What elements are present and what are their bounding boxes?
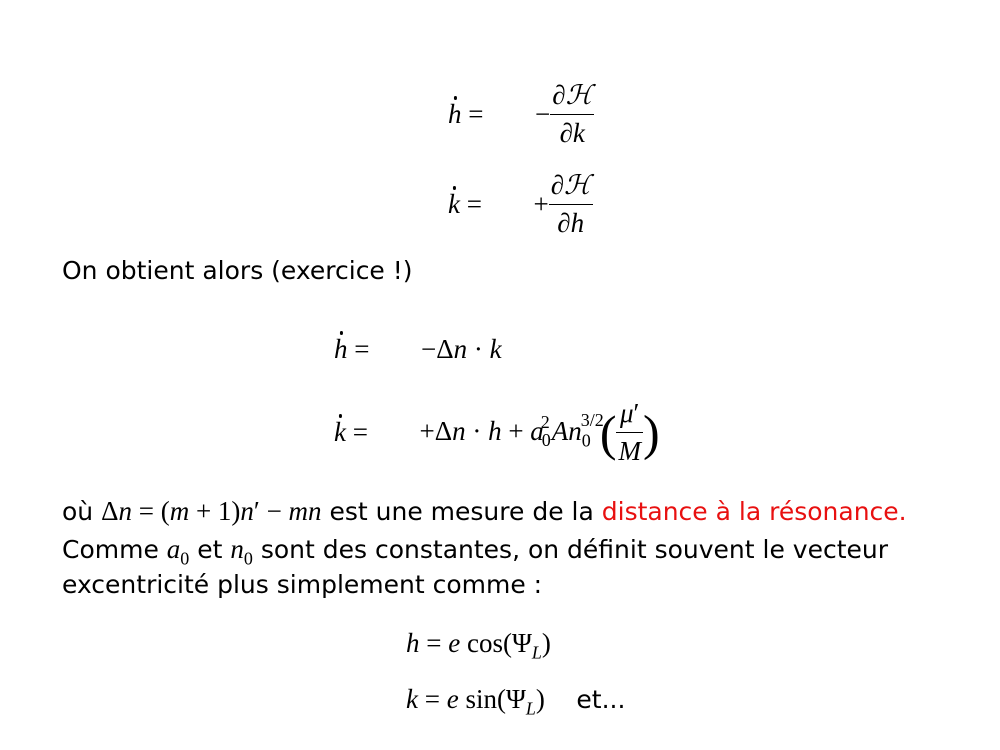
paragraph-constants-line2: excentricité plus simplement comme : (62, 570, 543, 599)
para1-middle: est une mesure de la (329, 497, 594, 526)
equation-hdot-hamilton: h = − $\frac{\text{∂ℋ}}{\partial k}$ (448, 80, 593, 148)
para2-word-comme: Comme (62, 535, 159, 564)
equation-hdot-result: h = −Δn · k (334, 334, 502, 364)
delta-n-definition: Δn = (m + 1)n′ − mn (101, 496, 322, 526)
paragraph-resonance (62, 496, 907, 527)
a0-symbol: $a_0$ (166, 534, 190, 569)
resonance-highlight: distance à la résonance. (601, 497, 907, 526)
para2-rest: sont des constantes, on définit souvent le vecteur (260, 535, 889, 564)
paragraph-constants-line1 (62, 534, 888, 569)
trailing-text: et... (576, 685, 626, 714)
equation-kdot-hamilton: k = + $\frac{\text{∂ℋ}}{\partial h}$ (448, 170, 591, 238)
para2-word-et: et (197, 535, 223, 564)
equation-kdot-result: $k = +\Delta n \cdot h + a_0^2An_0^{3/2}$( $\frac{\mu'}{M}$ ) (334, 398, 660, 466)
n0-symbol: $n_0$ (230, 534, 253, 569)
para1-prefix: où (62, 497, 94, 526)
equation-h-ecos: h = e $\cos(\Psi_L)$ (406, 628, 551, 663)
equation-k-esin: k = e $\sin(\Psi_L)$ et... (406, 684, 626, 719)
intro-text: On obtient alors (exercice !) (62, 256, 413, 285)
